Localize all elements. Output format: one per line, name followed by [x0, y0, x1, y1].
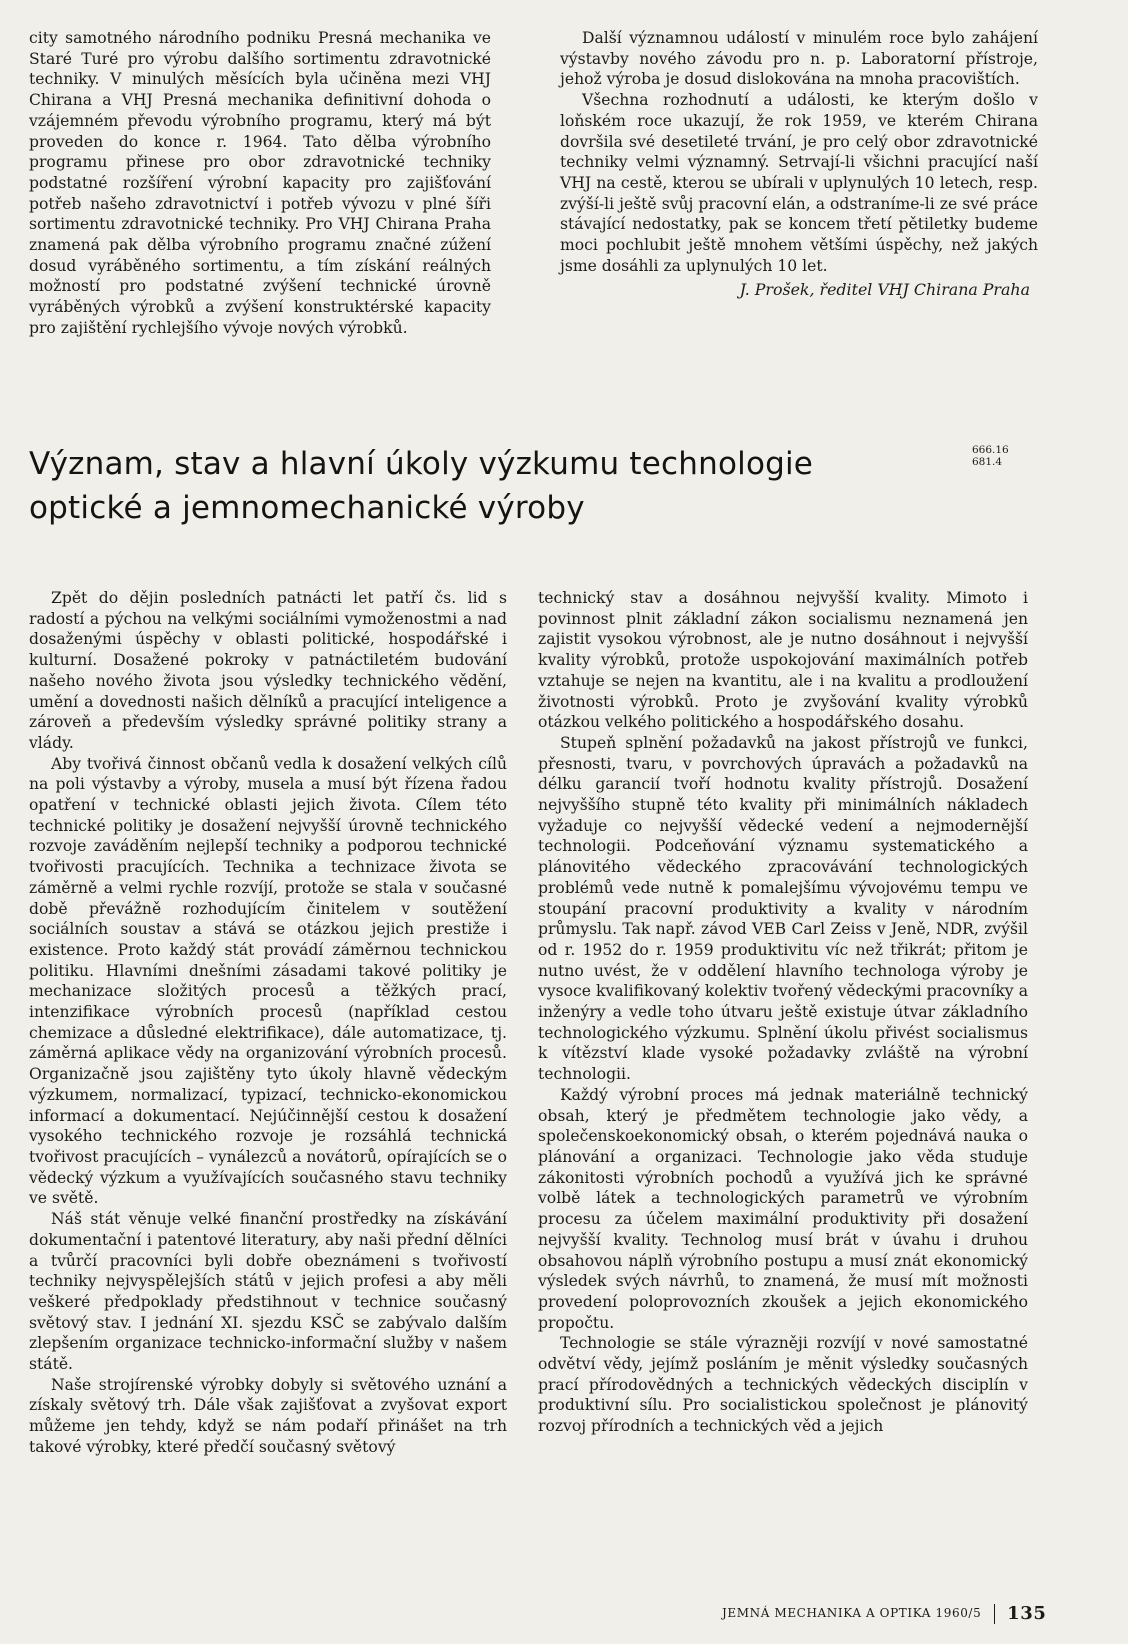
article-title-line-1: Význam, stav a hlavní úkoly výzkumu technologie — [29, 446, 814, 482]
body-left-column — [29, 588, 507, 1458]
paragraph: Technologie se stále výrazněji rozvíjí v nové samostatné odvětví vědy, jejímž posláním je měnit výsledky současných prací přírodovědných a technických vědeckých disciplín v produktivní sílu. Pro socialistickou společnost je plánovitý rozvoj přírodních a technických věd a jejich — [538, 1334, 1028, 1436]
paragraph: Stupeň splnění požadavků na jakost přístrojů ve funkci, přesnosti, tvaru, v povrchových úpravách a požadavků na délku garancií tvoří hodnotu kvality přístrojů. Dosažení nejvyššího stupně této kvality při minimálních nákladech vyžaduje co nejvyšší vědecké vedení a nejmodernější technologii. Podceňování významu systematického a plánovitého vědeckého zpracovávání technologických problémů vede nutně k pomalejšímu vývojovému tempu ve stoupání pracovní produktivity a kvality v národním průmyslu. Tak např. závod VEB Carl Zeiss v Jeně, NDR, zvýšil od r. 1952 do r. 1959 produktivitu víc než třikrát; přitom je nutno uvést, že v oddělení hlavního technologa výroby je vysoce kvalifikovaný kolektiv tvořený vědeckými pracovníky a inženýry a vedle toho útvaru ještě existuje útvar základního technologického výzkumu. Splnění úkolu přivést socialismus k vítězství klade vysoké požadavky zvláště na výrobní technologii. — [538, 733, 1028, 1084]
body-right-column — [538, 588, 1028, 1437]
paragraph: Naše strojírenské výrobky dobyly si světového uznání a získaly světový trh. Dále však zajišťovat a zvyšovat export můžeme jen tehdy, když se nám podaří přinášet na trh takové výrobky, které předčí současný světový — [29, 1375, 507, 1456]
author-signature: J. Prošek, ředitel VHJ Chirana Praha — [739, 280, 1030, 300]
paragraph: city samotného národního podniku Presná mechanika ve Staré Turé pro výrobu dalšího sortimentu zdravotnické techniky. V minulých měsících byla učiněna mezi VHJ Chirana a VHJ Presná mechanika definitivní dohoda o vzájemném převodu výrobního programu, který má být proveden do konce r. 1964. Tato dělba výrobního programu přinese pro obor zdravotnické techniky podstatné rozšíření výrobní kapacity pro zajišťování potřeb našeho zdravotnictví i potřeb vývozu v plné šíři sortimentu zdravotnické techniky. Pro VHJ Chirana Praha znamená pak dělba výrobního programu značné zúžení dosud vyráběného sortimentu, a tím získání reálných možností pro podstatné zvýšení technické úrovně vyráběných výrobků a zvýšení konstruktérské kapacity pro zajištění rychlejšího vývoje nových výrobků. — [29, 29, 491, 337]
paragraph: Náš stát věnuje velké finanční prostředky na získávání dokumentační i patentové literatury, aby naši přední dělníci a tvůrčí pracovníci byli dobře obeznámeni s tvořivostí techniky nejvyspělejších států v jejich profesi a aby měli veškeré předpoklady předstihnout v technice současný světový stav. I jednání XI. sjezdu KSČ se zabývalo dalším zlepšením organizace technicko-informační služby v našem státě. — [29, 1210, 507, 1374]
udc-code: 681.4 — [972, 456, 1003, 468]
paragraph: Zpět do dějin posledních patnácti let patří čs. lid s radostí a pýchou na velkými sociálními vymoženostmi a nad dosaženými úspěchy v oblasti politické, hospodářské i kulturní. Dosažené pokroky v patnáctiletém budování našeho nového života jsou výsledky technického vědění, umění a dovednosti našich dělníků a pracující inteligence a zároveň a především výsledky správné politiky strany a vlády. — [29, 589, 507, 752]
footer-divider — [994, 1604, 995, 1624]
udc-code: 666.16 — [972, 444, 1009, 456]
page-number: 135 — [1007, 1603, 1047, 1624]
paragraph: Aby tvořivá činnost občanů vedla k dosažení velkých cílů na poli výstavby a výroby, musela a musí být řízena řadou opatření v technické oblasti jejich života. Cílem této technické politiky je dosažení nejvyšší úrovně technického rozvoje zaváděním nejlepší techniky a podporou technické tvořivosti pracujících. Technika a technizace života se záměrně a velmi rychle rozvíjí, protože se stala v současné době převážně rozhodujícím činitelem v soutěžení sociálních soustav a stává se otázkou jejich prestiže i existence. Proto každý stát provádí záměrnou technickou politiku. Hlavními dnešními zásadami takové politiky je mechanizace složitých procesů a těžkých prací, intenzifikace výrobních procesů (například cestou chemizace a důsledné elektrifikace), dále automatizace, tj. záměrná aplikace vědy na organizování výrobních procesů. Organizačně jsou zajištěny tyto úkoly hlavně vědeckým výzkumem, normalizací, typizací, technicko-ekonomickou informací a dokumentací. Nejúčinnější cestou k dosažení vysokého technického rozvoje je rozsáhlá technická tvořivost pracujících – vynálezců a novátorů, opírajících se o vědecký výzkum a využívajících současného stavu techniky ve světě. — [29, 754, 507, 1208]
top-right-column — [560, 28, 1038, 301]
article-title-line-2: optické a jemnomechanické výroby — [29, 490, 585, 526]
paragraph: Další významnou událostí v minulém roce bylo zahájení výstavby nového závodu pro n. p. Laboratorní přístroje, jehož výroba je dosud dislokována na mnoha pracovištích. — [560, 29, 1038, 89]
udc-classification — [972, 444, 1009, 468]
paragraph: technický stav a dosáhnou nejvyšší kvality. Mimoto i povinnost plnit základní zákon socialismu neznamená jen zajistit vysokou výrobnost, ale je nutno dosáhnout i nejvyšší kvality výrobků, protože uspokojování maximálních potřeb vztahuje se nejen na kvantitu, ale i na kvalitu a prodloužení životnosti výrobků. Proto je zvyšování kvality výrobků otázkou velkého politického a hospodářského dosahu. — [538, 589, 1028, 732]
paragraph: Každý výrobní proces má jednak materiálně technický obsah, který je předmětem technologie jako vědy, a společenskoekonomický obsah, o kterém pojednává nauka o plánování a organizaci. Technologie jako věda studuje zákonitosti výrobních pochodů a využívá jich ke správné volbě látek a technologických parametrů ve výrobním procesu za účelem maximální produktivity při dosažení nejvyšší kvality. Technolog musí brát v úvahu i druhou obsahovou náplň výrobního postupu a musí znát ekonomický výsledek svých návrhů, to znamená, že musí mít možnosti provedení poloprovozních zkoušek a jejich ekonomického propočtu. — [538, 1085, 1028, 1332]
journal-name: JEMNÁ MECHANIKA A OPTIKA 1960/5 — [722, 1606, 982, 1620]
article-title — [29, 442, 929, 530]
page-footer — [722, 1603, 1047, 1624]
paragraph: Všechna rozhodnutí a události, ke kterým došlo v loňském roce ukazují, že rok 1959, ve kterém Chirana dovršila své desetileté trvání, je pro celý obor zdravotnické techniky velmi významný. Setrvají-li všichni pracující naší VHJ na cestě, kterou se ubírali v uplynulých 10 letech, resp. zvýší-li ještě svůj pracovní elán, a odstraníme-li ze své práce stávající nedostatky, pak se koncem třetí pětiletky budeme moci pochlubit ještě mnohem většími úspěchy, než jakých jsme dosáhli za uplynulých 10 let. — [560, 91, 1038, 275]
top-left-column — [29, 28, 491, 339]
